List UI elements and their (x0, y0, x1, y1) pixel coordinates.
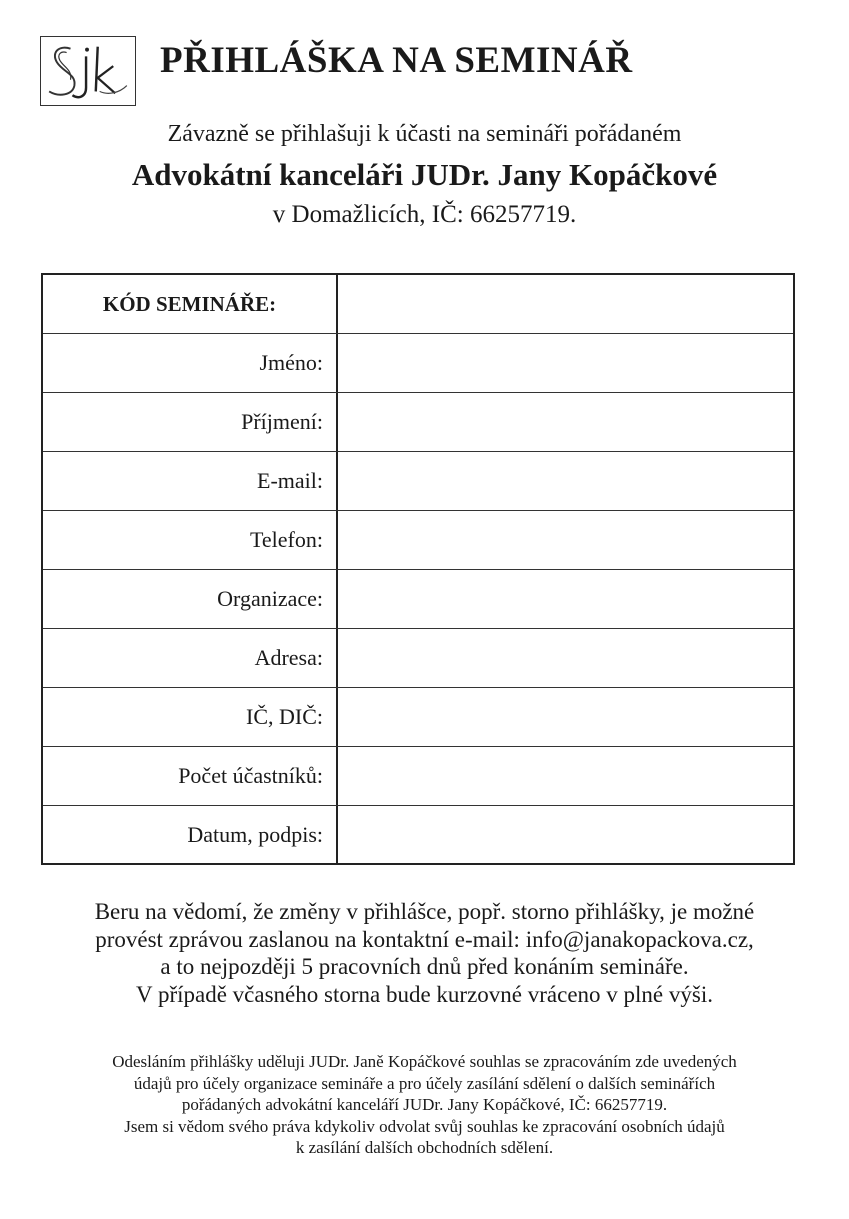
form-row-seminar-code (43, 275, 793, 334)
email-field[interactable] (338, 452, 793, 510)
first-name-field[interactable] (338, 334, 793, 392)
form-row-date-signature (43, 806, 793, 865)
notice-line: provést zprávou zaslanou na kontaktní e-mail: info@janakopackova.cz, (95, 926, 754, 952)
last-name-label: Příjmení: (241, 409, 323, 434)
page-title: PŘIHLÁŠKA NA SEMINÁŘ (160, 40, 633, 81)
intro-line-1: Závazně se přihlašuji k účasti na semináři pořádaném (167, 121, 682, 147)
gdpr-consent-text (0, 1051, 849, 1159)
form-row-organization (43, 570, 793, 629)
consent-line: Odesláním přihlášky uděluji JUDr. Janě Kopáčkové souhlas se zpracováním zde uvedených (112, 1052, 737, 1071)
phone-label: Telefon: (250, 527, 323, 552)
consent-line: údajů pro účely organizace semináře a pro účely zasílání sdělení o dalších seminářích (133, 1073, 716, 1093)
date-signature-label: Datum, podpis: (187, 822, 323, 847)
law-office-logo (40, 36, 136, 106)
logo-monogram-icon (41, 37, 135, 105)
notice-line: V případě včasného storna bude kurzovné vráceno v plné výši. (136, 981, 713, 1007)
seminar-code-label: KÓD SEMINÁŘE: (102, 292, 277, 316)
participants-label: Počet účastníků: (178, 763, 323, 788)
form-row-first-name (43, 334, 793, 393)
organization-field[interactable] (338, 570, 793, 628)
first-name-label: Jméno: (259, 350, 323, 375)
intro-line-3: v Domažlicích, IČ: 66257719. (272, 201, 577, 228)
form-row-last-name (43, 393, 793, 452)
form-row-participants (43, 747, 793, 806)
consent-line: k zasílání dalších obchodních sdělení. (295, 1138, 554, 1157)
consent-line: Jsem si vědom svého práva kdykoliv odvolat svůj souhlas ke zpracování osobních údajů (124, 1116, 725, 1136)
address-label: Adresa: (254, 645, 323, 670)
participants-field[interactable] (338, 747, 793, 805)
form-row-email (43, 452, 793, 511)
email-label: E-mail: (257, 468, 323, 493)
cancellation-notice (0, 898, 849, 1008)
company-id-field[interactable] (338, 688, 793, 746)
form-row-address (43, 629, 793, 688)
last-name-field[interactable] (338, 393, 793, 451)
company-id-label: IČ, DIČ: (246, 704, 323, 729)
notice-line: a to nejpozději 5 pracovních dnů před konáním semináře. (160, 954, 689, 979)
address-field[interactable] (338, 629, 793, 687)
consent-line: pořádaných advokátní kanceláří JUDr. Jany Kopáčkové, IČ: 66257719. (181, 1095, 668, 1114)
seminar-code-field[interactable] (338, 275, 793, 333)
form-row-company-id (43, 688, 793, 747)
registration-table (41, 273, 795, 865)
organization-label: Organizace: (217, 586, 323, 611)
intro-office-name: Advokátní kanceláři JUDr. Jany Kopáčkové (131, 157, 718, 192)
form-row-phone (43, 511, 793, 570)
date-signature-field[interactable] (338, 806, 793, 864)
phone-field[interactable] (338, 511, 793, 569)
notice-line: Beru na vědomí, že změny v přihlášce, popř. storno přihlášky, je možné (94, 899, 755, 924)
